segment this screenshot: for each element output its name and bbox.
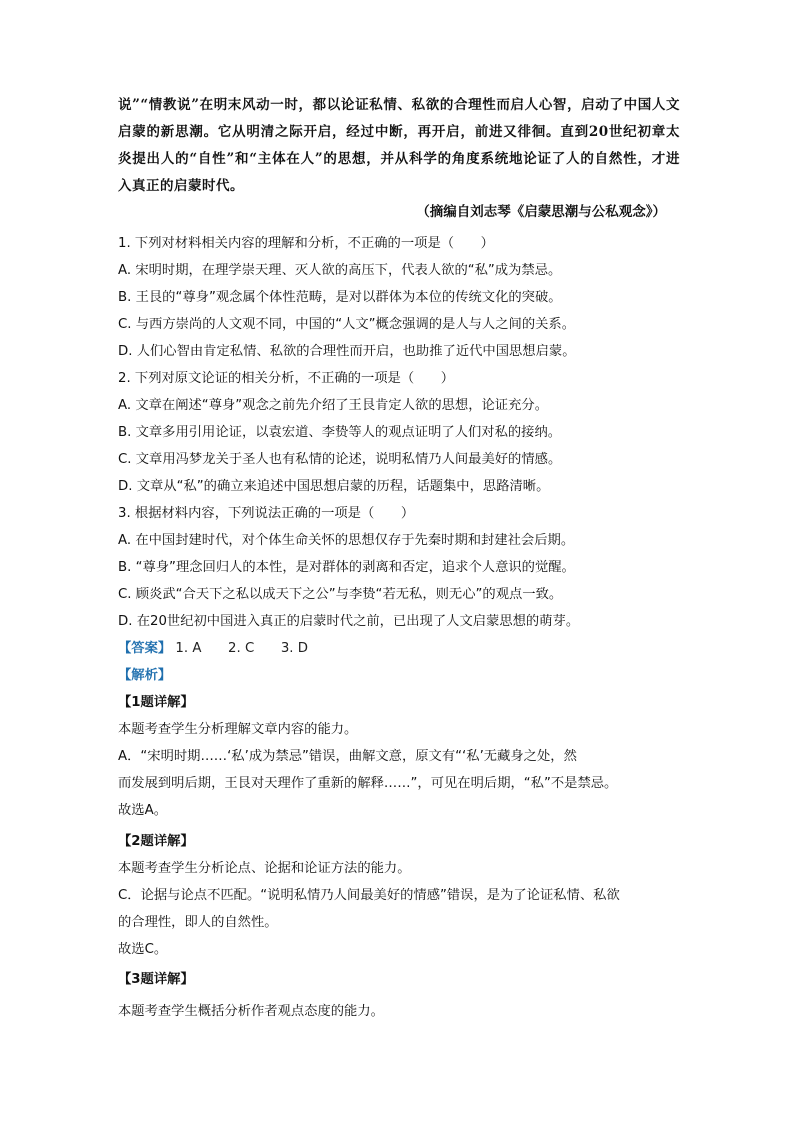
question-3-stem: 3. 根据材料内容，下列说法正确的一项是（ ） [118, 506, 415, 521]
question-2-option-a: A. 文章在阐述“尊身”观念之前先介绍了王艮肯定人欲的思想，论证充分。 [118, 398, 548, 413]
analysis-1-line: 本题考查学生分析理解文章内容的能力。 [118, 722, 358, 737]
question-1-option-d: D. 人们心智由肯定私情、私欲的合理性而开启，也助推了近代中国思想启蒙。 [118, 344, 576, 359]
question-3-option-b: B. “尊身”理念回归人的本性，是对群体的剥离和否定，追求个人意识的觉醒。 [118, 560, 575, 575]
question-3-option-d: D. 在20世纪初中国进入真正的启蒙时代之前，已出现了人文启蒙思想的萌芽。 [118, 614, 580, 629]
question-1-option-a: A. 宋明时期，在理学崇天理、灭人欲的高压下，代表人欲的“私”成为禁忌。 [118, 263, 562, 278]
analysis-2-line: C．论据与论点不匹配。“说明私情乃人间最美好的情感”错误，是为了论证私情、私欲 [118, 888, 620, 903]
analysis-1-line: 而发展到明后期，王艮对天理作了重新的解释……”，可见在明后期，“私”不是禁忌。 [118, 776, 618, 791]
question-1-option-b: B. 王艮的“尊身”观念属个体性范畴，是对以群体为本位的传统文化的突破。 [118, 290, 562, 305]
question-3-option-a: A. 在中国封建时代，对个体生命关怀的思想仅存于先秦时期和封建社会后期。 [118, 533, 575, 548]
answer-value: 1. A 2. C 3. D [175, 641, 308, 656]
passage-text: 说”“情教说”在明末风动一时，都以论证私情、私欲的合理性而启人心智，启动了中国人文启蒙的新思潮。它从明清之际开启，经过中断，再开启，前进又徘徊。直到20世纪初章太炎提出人的“自性”和“主体在人”的思想，并从科学的角度系统地论证了人的自然性，才进入真正的启蒙时代。 [118, 97, 680, 194]
question-1-option-c: C. 与西方崇尚的人文观不同，中国的“人文”概念强调的是人与人之间的关系。 [118, 317, 576, 332]
question-3-option-c: C. 顾炎武“合天下之私以成天下之公”与李贽“若无私，则无心”的观点一致。 [118, 587, 563, 602]
question-2-option-b: B. 文章多用引用论证，以袁宏道、李贽等人的观点证明了人们对私的接纳。 [118, 425, 562, 440]
analysis-2-line: 故选C。 [118, 942, 168, 957]
passage-excerpt [118, 92, 680, 200]
analysis-2-heading: 【2题详解】 [118, 834, 194, 849]
analysis-label: 【解析】 [118, 668, 172, 683]
analysis-3-heading: 【3题详解】 [118, 972, 194, 987]
analysis-2-line: 的合理性，即人的自然性。 [118, 915, 278, 930]
question-2-option-c: C. 文章用冯梦龙关于圣人也有私情的论述，说明私情乃人间最美好的情感。 [118, 452, 562, 467]
answer-label: 【答案】 [118, 641, 172, 656]
analysis-1-heading: 【1题详解】 [118, 695, 194, 710]
question-1-stem: 1. 下列对材料相关内容的理解和分析，不正确的一项是（ ） [118, 236, 494, 251]
analysis-3-line: 本题考查学生概括分析作者观点态度的能力。 [118, 1004, 384, 1019]
analysis-2-line: 本题考查学生分析论点、论据和论证方法的能力。 [118, 861, 411, 876]
passage-source: （摘编自刘志琴《启蒙思潮与公私观念》） [416, 204, 666, 220]
answer-row [118, 637, 684, 656]
analysis-1-line: A．“宋明时期……‘私’成为禁忌”错误，曲解文意，原文有“‘私’无藏身之处，然 [118, 749, 577, 764]
analysis-1-line: 故选A。 [118, 803, 167, 818]
question-2-option-d: D. 文章从“私”的确立来追述中国思想启蒙的历程，话题集中，思路清晰。 [118, 479, 550, 494]
question-2-stem: 2. 下列对原文论证的相关分析，不正确的一项是（ ） [118, 371, 455, 386]
